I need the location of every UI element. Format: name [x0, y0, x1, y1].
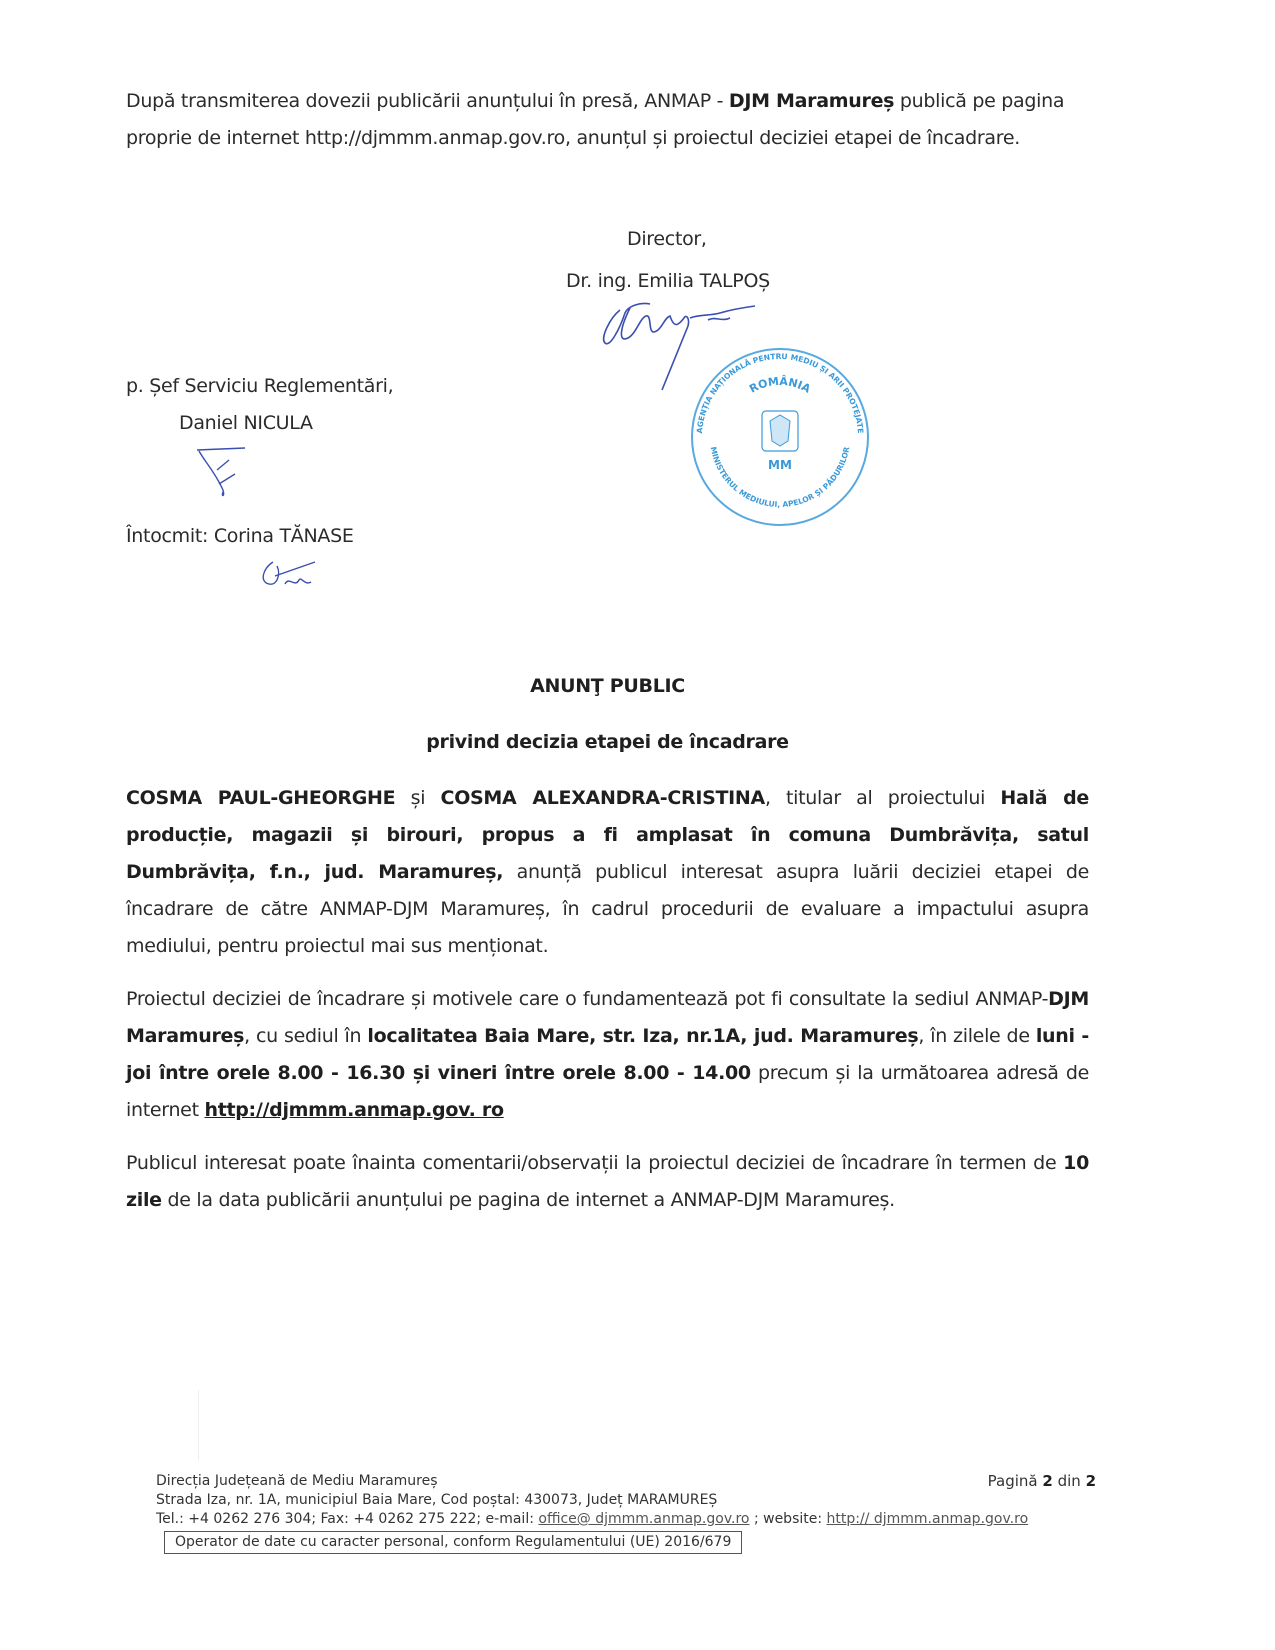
text-segment: , în zilele de [918, 1025, 1036, 1047]
official-stamp [688, 345, 872, 529]
announcement-paragraph-2 [126, 981, 1089, 1129]
footer-address: Strada Iza, nr. 1A, municipiul Baia Mare, Cod poștal: 430073, Județ MARAMUREȘ [156, 1492, 718, 1508]
gdpr-notice: Operator de date cu caracter personal, conform Regulamentului (UE) 2016/679 [164, 1531, 742, 1554]
intro-paragraph [126, 83, 1101, 157]
svg-text:MINISTERUL MEDIULUI, APELOR ȘI [709, 446, 852, 509]
email-link[interactable]: office@ djmmm.anmap.gov.ro [538, 1511, 750, 1527]
footer-org: Direcția Județeană de Mediu Maramureș [156, 1473, 438, 1489]
intocmit-line: Întocmit: Corina TĂNASE [126, 525, 354, 547]
text-segment: , cu sediul în [244, 1025, 368, 1047]
stamp-ring-text: AGENȚIA NAȚIONALĂ PENTRU MEDIU ȘI ARII PROTEJATE [695, 351, 865, 434]
text-segment: precum și la următoarea adresă de internet [126, 1062, 1089, 1121]
announcement-subtitle: privind decizia etapei de încadrare [426, 731, 789, 753]
director-name: Dr. ing. Emilia TALPOȘ [566, 270, 770, 292]
text-segment: luni - joi între orele 8.00 - 16.30 și vineri între orele 8.00 - 14.00 [126, 1025, 1089, 1084]
text-segment: localitatea Baia Mare, str. Iza, nr.1A, jud. Maramureș [367, 1025, 919, 1047]
footer-website-link[interactable]: http:// djmmm.anmap.gov.ro [826, 1511, 1029, 1527]
stamp-top-text: ROMÂNIA [747, 374, 813, 396]
text-segment: Hală de producție, magazii și birouri, propus a fi amplasat în comuna Dumbrăvița, satul Dumbrăvița, f.n., jud. Maramureș, [126, 787, 1090, 883]
text-segment: DJM Maramureș [126, 988, 1089, 1047]
stamp-outer-text: MINISTERUL MEDIULUI, APELOR ȘI PĂDURILOR [708, 445, 852, 510]
intro-line-2: proprie de internet http://djmmm.anmap.gov.ro, anunțul și proiectul deciziei etapei de încadrare. [126, 127, 1020, 149]
announcement-paragraph-1 [126, 780, 1089, 965]
text-segment: , titular al proiectului [764, 787, 1001, 809]
sef-signature [195, 446, 265, 502]
text-segment: Proiectul deciziei de încadrare și motivele care o fundamentează pot fi consultate la sediul ANMAP- [126, 988, 1049, 1010]
intro-line-1: După transmiterea dovezii publicării anunțului în presă, ANMAP - DJM Maramureș publică pe pagina [126, 90, 1065, 112]
footer-contact: Tel.: +4 0262 276 304; Fax: +4 0262 275 222; e-mail: office@ djmmm.anmap.gov.ro ; website: http:// djmmm.anmap.gov.ro [156, 1511, 1029, 1527]
announcement-paragraph-3 [126, 1145, 1089, 1219]
footer [156, 1472, 1096, 1554]
scan-margin-line [198, 1390, 199, 1460]
sef-name: Daniel NICULA [179, 412, 313, 434]
sef-title: p. Șef Serviciu Reglementări, [126, 375, 394, 397]
text-segment: COSMA ALEXANDRA-CRISTINA [440, 787, 765, 809]
text-segment: anunță publicul interesat asupra luării deciziei etapei de încadrare de către ANMAP-DJM Maramureș, în cadrul procedurii de evaluare a impactului asupra mediului, pentru proiectul mai sus menționat. [126, 861, 1089, 957]
text-segment: 10 zile [126, 1152, 1089, 1211]
announcement [126, 668, 1089, 1235]
director-title: Director, [627, 228, 707, 250]
intocmit-signature [255, 558, 325, 596]
website-link[interactable]: http://djmmm.anmap.gov. ro [204, 1099, 504, 1121]
footer-page-number: Pagină 2 din 2 [987, 1472, 1096, 1490]
announcement-title: ANUNŢ PUBLIC [530, 675, 685, 697]
svg-text:ROMÂNIA [747, 375, 813, 396]
text-segment: Publicul interesat poate înainta comentarii/observații la proiectul deciziei de încadrare în termen de [126, 1152, 1064, 1174]
stamp-center-text: MM [768, 458, 792, 472]
text-segment: COSMA PAUL-GHEORGHE [126, 787, 396, 809]
text-segment: de la data publicării anunțului pe pagina de internet a ANMAP-DJM Maramureș. [161, 1189, 895, 1211]
text-segment: și [395, 787, 441, 809]
